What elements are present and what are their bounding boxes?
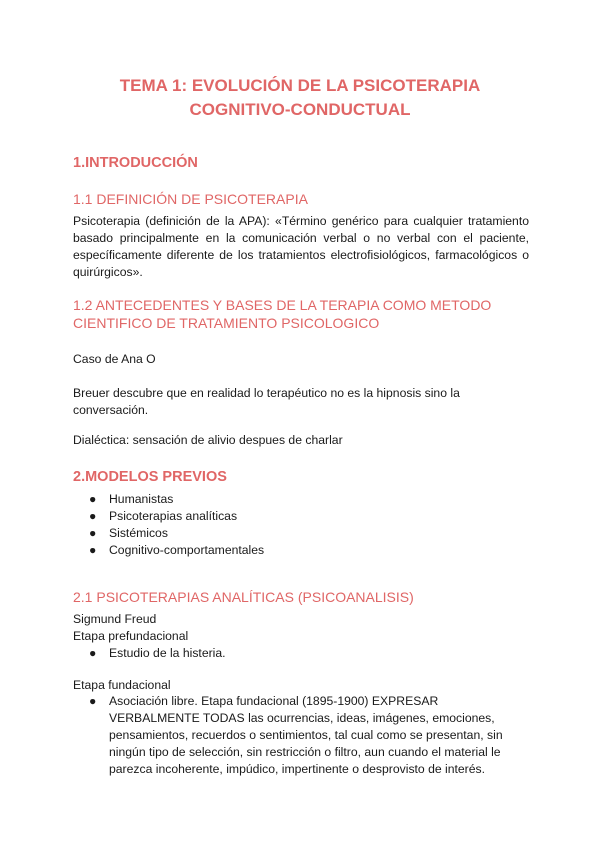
freud-line: Sigmund Freud (73, 612, 157, 626)
heading-antecedentes-line-1: 1.2 ANTECEDENTES Y BASES DE LA TERAPIA COMO METODO (73, 297, 492, 313)
list-item-label: Cognitivo-comportamentales (109, 543, 265, 557)
definicion-line: quirúrgicos». (73, 265, 143, 279)
asociacion-libre-line: Asociación libre. Etapa fundacional (1895-1900) EXPRESAR (109, 694, 439, 708)
list-item-label: Estudio de la histeria. (109, 646, 226, 660)
heading-antecedentes-line-2: CIENTIFICO DE TRATAMIENTO PSICOLOGICO (73, 315, 380, 331)
definicion-line: Psicoterapia (definición de la APA): «Término genérico para cualquier tratamiento (73, 214, 529, 228)
bullet-icon: ● (89, 646, 97, 660)
bullet-icon: ● (89, 694, 97, 708)
definicion-paragraph (73, 213, 529, 281)
list-item (89, 542, 264, 559)
definicion-line: específicamente diferente de los tratamientos electrofisiológicos, farmacológicos o (73, 248, 529, 262)
heading-antecedentes (73, 296, 533, 332)
list-item (89, 645, 226, 662)
asociacion-libre-line: ningún tipo de selección, sin restricción o filtro, aun cuando el material le (109, 745, 501, 759)
list-item-label: Sistémicos (109, 526, 168, 540)
modelos-list (89, 491, 264, 559)
etapa-prefundacional-label: Etapa prefundacional (73, 629, 189, 643)
list-item (89, 491, 264, 508)
heading-introduccion: 1.INTRODUCCIÓN (73, 155, 198, 171)
list-item-label: Psicoterapias analíticas (109, 509, 238, 523)
bullet-icon: ● (89, 492, 97, 506)
bullet-icon: ● (89, 543, 97, 557)
heading-psicoterapias-analiticas: 2.1 PSICOTERAPIAS ANALÍTICAS (PSICOANALISIS) (73, 589, 414, 605)
caso-ana-o: Caso de Ana O (73, 352, 156, 366)
etapa-fundacional-list (89, 693, 529, 778)
asociacion-libre-line: pensamientos, recuerdos o sentimientos, tal cual como se presentan, sin (109, 728, 503, 742)
title-line-2: COGNITIVO-CONDUCTUAL (189, 100, 411, 119)
list-item (89, 525, 264, 542)
list-item-label: Humanistas (109, 492, 174, 506)
title-line-1: TEMA 1: EVOLUCIÓN DE LA PSICOTERAPIA (119, 76, 481, 95)
etapa-prefundacional-list (89, 645, 226, 662)
breuer-line-1: Breuer descubre que en realidad lo terapéutico no es la hipnosis sino la (73, 386, 460, 400)
list-item (89, 693, 529, 778)
asociacion-libre-line: VERBALMENTE TODAS las ocurrencias, ideas, imágenes, emociones, (109, 711, 495, 725)
asociacion-libre-line: parezca incoherente, impúdico, impertinente o desprovisto de interés. (109, 762, 485, 776)
breuer-line-2: conversación. (73, 403, 149, 417)
etapa-fundacional-label: Etapa fundacional (73, 678, 171, 692)
heading-modelos-previos: 2.MODELOS PREVIOS (73, 469, 227, 485)
breuer-paragraph (73, 385, 529, 419)
bullet-icon: ● (89, 526, 97, 540)
dialectica-paragraph: Dialéctica: sensación de alivio despues de charlar (73, 433, 343, 447)
bullet-icon: ● (89, 509, 97, 523)
definicion-line: basado principalmente en la comunicación verbal o no verbal con el paciente, (73, 231, 529, 245)
document-title (60, 74, 540, 122)
list-item (89, 508, 264, 525)
heading-definicion: 1.1 DEFINICIÓN DE PSICOTERAPIA (73, 191, 308, 207)
